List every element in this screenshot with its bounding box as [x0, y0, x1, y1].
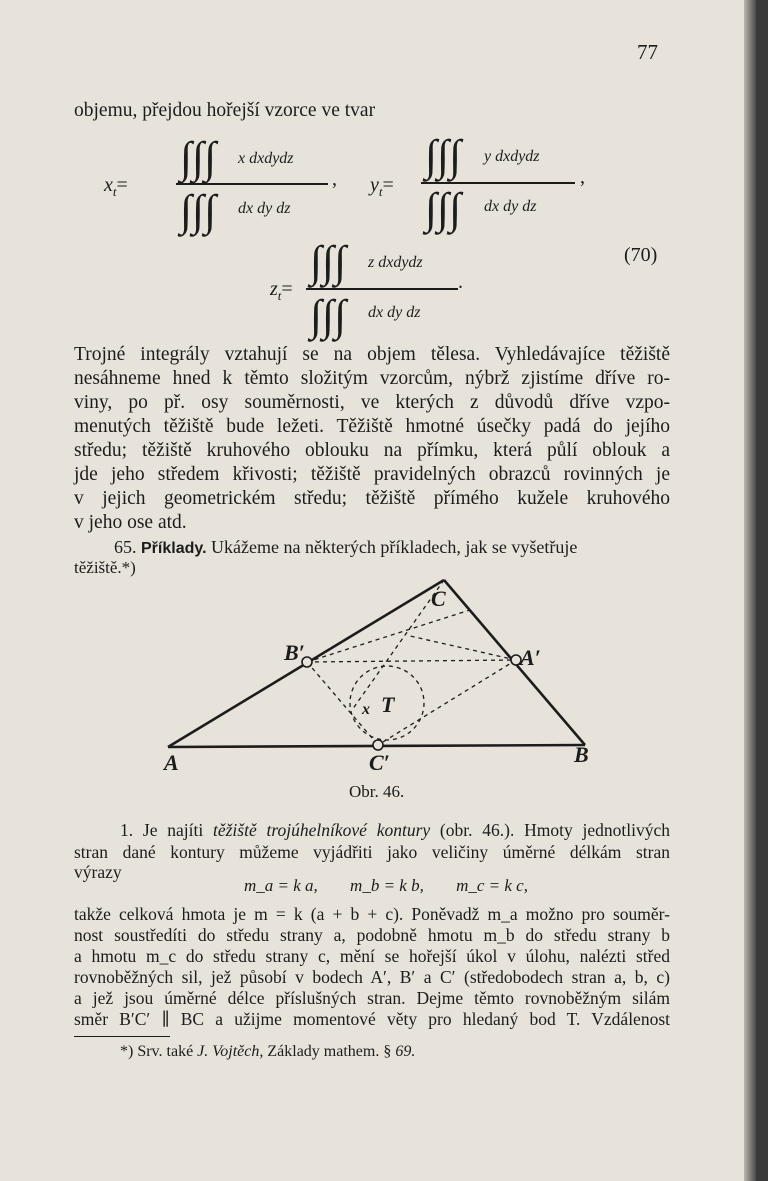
x-denominator: dx dy dz: [238, 200, 291, 217]
mass-equations: [244, 876, 528, 896]
label-A-prime: A′: [520, 645, 541, 670]
page-number: 77: [637, 40, 658, 64]
x-numerator: x dxdydz: [238, 150, 294, 167]
eq-ma: m_a = k a,: [244, 876, 318, 895]
y-eq: =: [382, 174, 394, 196]
eq-mc: m_c = k c,: [456, 876, 528, 895]
footnote-num: 69.: [395, 1043, 416, 1060]
section-title: Příklady.: [141, 540, 207, 557]
y-num-integral: ∫∫∫: [425, 131, 462, 180]
z-den-integral: ∫∫∫: [310, 291, 347, 340]
footnote-rule: [74, 1036, 170, 1037]
intro-line: objemu, přejdou hořejší vzorce ve tvar: [74, 100, 376, 121]
paragraph-line: Trojné integrály vztahují se na objem tělesa. Vyhledávajíce těžiště: [74, 344, 670, 365]
z-num-integral: ∫∫∫: [310, 237, 347, 286]
section-text: Ukážeme na některých příkladech, jak se vyšetřuje: [211, 537, 578, 557]
midline-b-a: [307, 660, 516, 662]
footnote-author: J. Vojtěch,: [197, 1043, 264, 1060]
example-line: směr B′C′ ∥ BC a užijme momentové věty pro hledaný bod T. Vzdálenost: [74, 1009, 670, 1029]
equation-number: (70): [624, 244, 658, 266]
section-text-cont: těžiště.*): [74, 558, 136, 577]
label-C-prime: C′: [369, 750, 390, 775]
y-comma: ,: [580, 166, 585, 188]
midpoints: [302, 655, 521, 750]
section-number: 65.: [114, 537, 137, 557]
x-lhs: x: [104, 174, 113, 196]
x-eq: =: [116, 174, 128, 196]
figure-caption: Obr. 46.: [349, 782, 405, 801]
label-B: B: [574, 742, 589, 767]
z-denominator: dx dy dz: [368, 304, 421, 321]
y-den-integral: ∫∫∫: [425, 184, 462, 233]
footnote-b: Základy mathem. §: [263, 1043, 396, 1060]
z-numerator: z dxdydz: [368, 254, 423, 271]
z-sub: t: [277, 288, 282, 303]
example-line1-end: (obr. 46.). Hmoty jednotlivých: [430, 820, 670, 840]
label-T: T: [381, 692, 395, 717]
example-line: takže celková hmota je m = k (a + b + c). Poněvadž m_a možno pro souměr-: [74, 904, 670, 924]
z-lhs: z: [270, 278, 278, 300]
z-eq: =: [281, 278, 293, 300]
example-line: rovnoběžných sil, jež působí v bodech A′, B′ a C′ (středobodech stran a, b, c): [74, 967, 670, 987]
eq-mb: m_b = k b,: [350, 876, 424, 895]
paragraph-line: v jeho ose atd.: [74, 512, 187, 533]
midline-a-c: [378, 660, 516, 745]
label-B-prime: B′: [284, 640, 305, 665]
x-sub: t: [112, 184, 117, 199]
construction-lines: [307, 580, 516, 745]
example-line: [120, 818, 670, 842]
y-lhs: y: [370, 174, 379, 196]
example-line: stran dané kontury můžeme vyjádřiti jako veličiny úměrné délkám stran: [74, 842, 670, 862]
example-line: a jež jsou úměrné délce příslušných stran. Dejme těmto rovnoběžným silám: [74, 988, 670, 1008]
footnote-a: *) Srv. také: [120, 1043, 198, 1060]
paragraph-line: jde jeho středem křivosti; těžiště pravidelných obrazců rovinných je: [74, 464, 670, 485]
example-line: nost soustředíti do středu strany a, podobně hmotu m_b do středu strany b: [74, 925, 670, 945]
paragraph-line: menutých těžiště bude ležeti. Těžiště hmotné úsečky padá do jejího: [74, 416, 670, 437]
x-num-integral: ∫∫∫: [180, 133, 217, 182]
midpoint-c: [373, 740, 383, 750]
label-x: x: [362, 701, 370, 718]
line-b-mid: [307, 610, 470, 662]
paragraph-line: v jejich geometrickém středu; těžiště přímého kužele kruhového: [74, 488, 670, 509]
paragraph-line: viny, po př. osy souměrnosti, ve kterých z důvodů dříve vzpo-: [74, 392, 670, 413]
example-line: a hmotu m_c do středu strany c, mění se hořejší úkol v úlohu, nalézti střed: [74, 946, 670, 966]
line-a-mid: [410, 636, 516, 660]
label-A: A: [164, 750, 179, 775]
footnote: [120, 1043, 415, 1061]
y-sub: t: [378, 184, 383, 199]
example-num: 1. Je najíti: [120, 820, 213, 840]
x-comma: ,: [332, 168, 337, 190]
y-denominator: dx dy dz: [484, 198, 537, 215]
x-den-integral: ∫∫∫: [180, 186, 217, 235]
example-line: výrazy: [74, 862, 122, 882]
z-period: .: [458, 271, 463, 293]
paragraph-line: nesáhneme hned k těmto složitým vzorcům, nýbrž zjistíme dříve ro-: [74, 368, 670, 389]
y-numerator: y dxdydz: [484, 148, 540, 165]
example-topic: těžiště trojúhelníkové kontury: [212, 820, 431, 840]
label-C: C: [431, 586, 446, 611]
paragraph-line: středu; těžiště kruhového oblouku na přímku, která půlí oblouk a: [74, 440, 670, 461]
